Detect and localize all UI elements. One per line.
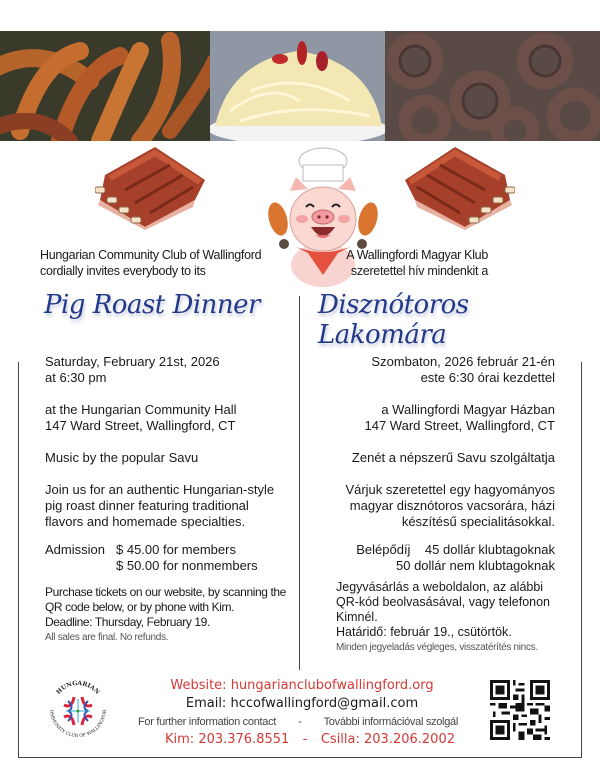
- phone-separator: -: [302, 732, 308, 747]
- price-members-hungarian: 45 dollár klubtagoknak: [424, 542, 555, 557]
- purchase-info-hungarian: [336, 580, 586, 655]
- intro-hungarian-line1: A Wallingfordi Magyar Klub: [346, 248, 488, 262]
- email-line: [112, 695, 492, 713]
- event-time-english: at 6:30 pm: [45, 370, 107, 385]
- purchase-hungarian-line2: QR-kód beolvasásával, vagy telefonon: [336, 595, 551, 609]
- contact-separator: -: [298, 716, 302, 728]
- intro-english-line1: Hungarian Community Club of Wallingford: [40, 248, 262, 262]
- description-hungarian-line1: Várjuk szeretettel egy hagyományos: [345, 482, 555, 497]
- email-label: Email:: [185, 696, 231, 711]
- venue-hungarian: a Wallingfordi Magyar Házban: [381, 402, 555, 417]
- intro-english: [40, 247, 261, 279]
- purchase-hungarian-line3: Kimnél.: [336, 610, 378, 624]
- purchase-hungarian-line1: Jegyvásárlás a weboldalon, az alábbi: [336, 580, 544, 594]
- event-date-hungarian: Szombaton, 2026 február 21-én: [371, 354, 555, 369]
- hungarian-column: [305, 354, 555, 574]
- english-column: [45, 354, 295, 574]
- title-english: Pig Roast Dinner: [44, 290, 260, 320]
- description-hungarian-line3: készítésű specialitásokkal.: [401, 514, 555, 529]
- address-english: 147 Ward Street, Wallingford, CT: [45, 418, 236, 433]
- contact-text-english: For further information contact: [138, 716, 277, 728]
- bottom-frame-line: [18, 757, 582, 758]
- event-date-english: Saturday, February 21st, 2026: [45, 354, 220, 369]
- logo-text-bottom: OMMUNITY CLUB OF WALLINGFOR: [47, 709, 109, 740]
- description-hungarian-line2: magyar disznótoros vacsorára, házi: [349, 498, 555, 513]
- csilla-phone[interactable]: Csilla: 203.206.2002: [320, 732, 455, 747]
- contact-text-hungarian: További információval szolgál: [323, 716, 458, 728]
- website-link[interactable]: hungarianclubofwallingford.org: [230, 678, 434, 693]
- website-line: [112, 677, 492, 695]
- admission-english: [45, 542, 295, 574]
- blood-sausage-photo: [385, 31, 600, 141]
- logo-text-top: HUNGARIAN: [55, 679, 101, 696]
- admission-label-hungarian: Belépődíj: [356, 542, 411, 557]
- admission-hungarian: [305, 542, 555, 574]
- kim-phone[interactable]: Kim: 203.376.8551: [165, 732, 290, 747]
- bbq-ribs-right-illustration: [400, 145, 515, 230]
- price-nonmembers-english: $ 50.00 for nonmembers: [116, 558, 258, 573]
- price-nonmembers-hungarian: 50 dollár nem klubtagoknak: [396, 558, 555, 573]
- left-frame-line: [18, 362, 19, 758]
- grilled-sausages-photo: [0, 31, 210, 141]
- purchase-info-english: [45, 585, 300, 645]
- footer-contact: [112, 677, 492, 713]
- phone-row: [165, 732, 455, 747]
- refund-note-hungarian: Minden jegyeladás végleges, visszatérítés nincs.: [336, 642, 538, 653]
- music-english: Music by the popular Savu: [45, 450, 199, 465]
- bbq-ribs-left-illustration: [95, 145, 210, 230]
- club-logo: [44, 675, 112, 743]
- intro-hungarian-line2: szeretettel hív mindenkit a: [350, 264, 488, 278]
- email-link[interactable]: hccofwallingford@gmail.com: [230, 696, 419, 711]
- description-english-line3: flavors and homemade specialties.: [45, 514, 246, 529]
- deadline-hungarian: Határidő: február 19., csütörtök.: [336, 625, 512, 639]
- description-english-line2: pig roast dinner featuring traditional: [45, 498, 249, 513]
- address-hungarian: 147 Ward Street, Wallingford, CT: [364, 418, 555, 433]
- deadline-english: Deadline: Thursday, February 19.: [45, 615, 210, 629]
- event-time-hungarian: este 6:30 órai kezdettel: [420, 370, 555, 385]
- purchase-english-line2: QR code below, or by phone with Kim.: [45, 600, 235, 614]
- sauerkraut-photo: [210, 31, 385, 141]
- refund-note-english: All sales are final. No refunds.: [45, 632, 169, 643]
- contact-intro-row: [138, 716, 458, 728]
- music-hungarian: Zenét a népszerű Savu szolgáltatja: [351, 450, 555, 465]
- admission-label-english: Admission: [45, 542, 105, 557]
- website-label: Website:: [170, 678, 231, 693]
- right-frame-line: [581, 362, 582, 758]
- intro-english-line2: cordially invites everybody to its: [40, 264, 206, 278]
- title-hungarian: Disznótoros Lakomára: [318, 290, 469, 350]
- venue-english: at the Hungarian Community Hall: [45, 402, 237, 417]
- description-english-line1: Join us for an authentic Hungarian-style: [45, 482, 275, 497]
- qr-code[interactable]: [490, 680, 550, 740]
- price-members-english: $ 45.00 for members: [116, 542, 236, 557]
- purchase-english-line1: Purchase tickets on our website, by scanning the: [45, 585, 286, 599]
- intro-hungarian: [346, 247, 488, 279]
